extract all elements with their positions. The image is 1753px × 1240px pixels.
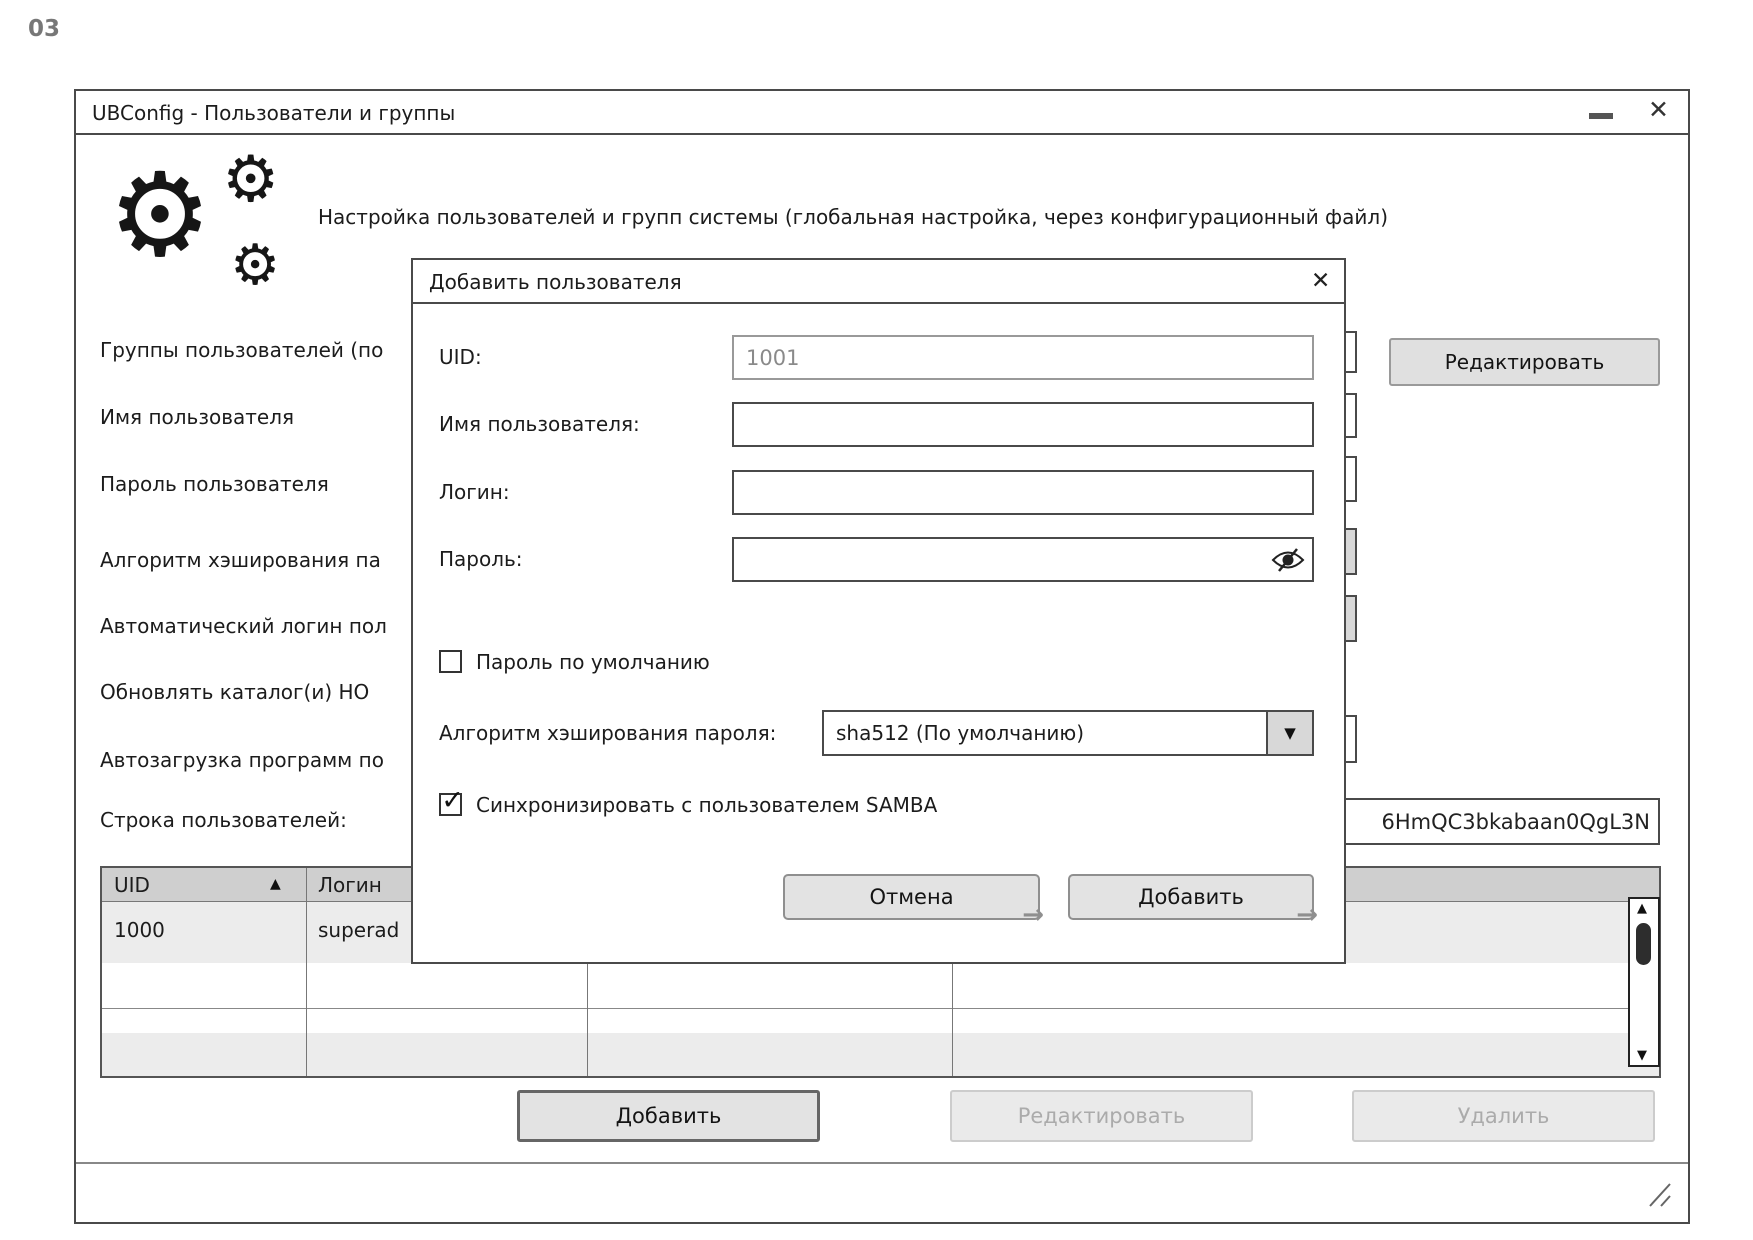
password-field[interactable] <box>732 537 1314 582</box>
add-user-button[interactable]: Добавить <box>517 1090 820 1142</box>
gear-small-top-icon: ⚙ <box>222 143 280 217</box>
resize-grip[interactable] <box>1644 1180 1672 1208</box>
scroll-up-icon[interactable]: ▲ <box>1637 901 1647 916</box>
uid-label: UID: <box>439 345 482 369</box>
label-user-name: Имя пользователя <box>100 405 295 429</box>
scroll-down-icon[interactable]: ▼ <box>1637 1048 1647 1063</box>
default-password-label: Пароль по умолчанию <box>476 650 710 674</box>
name-label: Имя пользователя: <box>439 412 640 436</box>
cell-uid: 1000 <box>114 918 165 942</box>
statusbar-divider <box>76 1162 1688 1164</box>
minimize-icon[interactable] <box>1589 113 1613 119</box>
table-scrollbar[interactable] <box>1628 897 1660 1067</box>
delete-user-button[interactable]: Удалить <box>1352 1090 1655 1142</box>
name-field[interactable] <box>732 402 1314 447</box>
dialog-title: Добавить пользователя <box>429 270 682 294</box>
link-arrow-icon: → <box>1296 900 1318 930</box>
gear-small-bottom-icon: ⚙ <box>230 233 281 298</box>
gears-icon <box>100 140 280 300</box>
dialog-add-button[interactable] <box>1068 874 1318 930</box>
label-user-groups: Группы пользователей (по <box>100 338 384 362</box>
label-user-string: Строка пользователей: <box>100 808 347 832</box>
cell-login: superad <box>318 918 400 942</box>
page-label: 03 <box>28 16 61 42</box>
samba-sync-label: Синхронизировать с пользователем SAMBA <box>476 793 938 817</box>
label-user-password: Пароль пользователя <box>100 472 329 496</box>
sort-asc-icon[interactable]: ▲ <box>270 876 281 892</box>
uid-field[interactable] <box>732 335 1314 380</box>
hash-select[interactable] <box>822 710 1314 756</box>
check-icon: ✓ <box>441 785 464 816</box>
password-label: Пароль: <box>439 547 523 571</box>
scrollbar-thumb[interactable] <box>1636 923 1651 965</box>
table-row[interactable] <box>102 1033 1659 1078</box>
user-string-value: 6HmQC3bkabaan0QgL3N <box>1381 809 1650 834</box>
window-title: UBConfig - Пользователи и группы <box>92 101 456 125</box>
login-label: Логин: <box>439 480 510 504</box>
close-icon[interactable]: ✕ <box>1648 95 1669 124</box>
hash-label: Алгоритм хэширования пароля: <box>439 721 777 745</box>
hash-value: sha512 (По умолчанию) <box>836 721 1085 745</box>
edit-groups-button[interactable]: Редактировать <box>1389 338 1660 386</box>
label-hash-algorithm: Алгоритм хэширования па <box>100 548 381 572</box>
cancel-button-label: Отмена <box>869 885 954 909</box>
cancel-button[interactable] <box>783 874 1044 930</box>
default-password-checkbox[interactable] <box>439 650 462 673</box>
table-row[interactable] <box>102 963 1659 1008</box>
label-update-home: Обновлять каталог(и) HO <box>100 680 370 704</box>
samba-sync-checkbox[interactable] <box>439 785 464 816</box>
gear-large-icon: ⚙ <box>108 148 212 283</box>
chevron-down-icon[interactable]: ▼ <box>1266 712 1312 754</box>
column-header-uid[interactable]: UID <box>114 873 150 897</box>
login-field[interactable] <box>732 470 1314 515</box>
column-header-login[interactable]: Логин <box>318 873 382 897</box>
column-divider <box>306 868 307 1076</box>
table-row[interactable] <box>102 1008 1659 1033</box>
label-auto-login: Автоматический логин пол <box>100 614 387 638</box>
edit-user-button[interactable]: Редактировать <box>950 1090 1253 1142</box>
uid-value: 1001 <box>746 345 800 370</box>
link-arrow-icon: → <box>1022 900 1044 930</box>
page-description: Настройка пользователей и групп системы (глобальная настройка, через конфигурационный файл) <box>318 205 1388 229</box>
label-autostart: Автозагрузка программ по <box>100 748 384 772</box>
add-button-label: Добавить <box>1138 885 1244 909</box>
eye-off-icon[interactable] <box>1270 546 1306 574</box>
dialog-close-icon[interactable]: ✕ <box>1311 268 1331 294</box>
